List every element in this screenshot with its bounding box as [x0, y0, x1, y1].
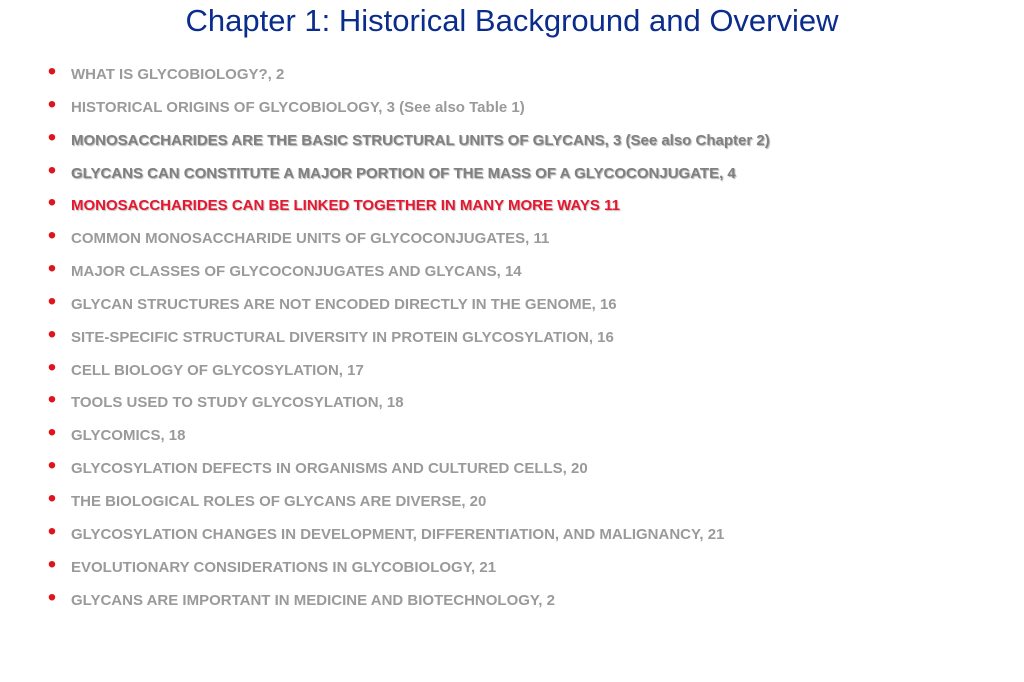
list-item [0, 322, 1024, 355]
list-item [0, 387, 1024, 420]
bullet-dot-icon: • [47, 550, 57, 578]
list-item [0, 552, 1024, 585]
list-item [0, 486, 1024, 519]
list-item [0, 420, 1024, 453]
list-item [0, 59, 1024, 92]
bullet-dot-icon: • [47, 484, 57, 512]
list-item-label: MAJOR CLASSES OF GLYCOCONJUGATES AND GLYCANS, 14 [71, 263, 522, 281]
list-item [0, 158, 1024, 191]
bullet-dot-icon: • [47, 90, 57, 118]
list-item-label: EVOLUTIONARY CONSIDERATIONS IN GLYCOBIOLOGY, 21 [71, 558, 497, 576]
list-item [0, 519, 1024, 552]
list-item-label: COMMON MONOSACCHARIDE UNITS OF GLYCOCONJUGATES, 11 [71, 230, 550, 248]
list-item-highlighted [0, 190, 1024, 223]
list-item-label: GLYCANS ARE IMPORTANT IN MEDICINE AND BIOTECHNOLOGY, 2 [71, 591, 555, 609]
list-item-label: TOOLS USED TO STUDY GLYCOSYLATION, 18 [71, 394, 404, 412]
list-item-label: THE BIOLOGICAL ROLES OF GLYCANS ARE DIVERSE, 20 [71, 492, 487, 510]
bullet-dot-icon: • [47, 320, 57, 348]
bullet-dot-icon: • [47, 287, 57, 315]
list-item-label: GLYCOSYLATION CHANGES IN DEVELOPMENT, DIFFERENTIATION, AND MALIGNANCY, 21 [71, 525, 725, 543]
list-item-label: WHAT IS GLYCOBIOLOGY?, 2 [71, 66, 285, 83]
slide-title: Chapter 1: Historical Background and Overview [185, 3, 839, 38]
list-item [0, 289, 1024, 322]
list-item [0, 92, 1024, 125]
list-item-label: MONOSACCHARIDES ARE THE BASIC STRUCTURAL UNITS OF GLYCANS, 3 (See also Chapter 2) [71, 131, 770, 149]
list-item-label: SITE-SPECIFIC STRUCTURAL DIVERSITY IN PROTEIN GLYCOSYLATION, 16 [71, 328, 614, 346]
list-item-label: MONOSACCHARIDES CAN BE LINKED TOGETHER IN MANY MORE WAYS 11 [71, 197, 620, 215]
list-item-label: CELL BIOLOGY OF GLYCOSYLATION, 17 [71, 361, 364, 379]
bullet-dot-icon: • [47, 583, 57, 611]
list-item [0, 355, 1024, 388]
topic-list [0, 59, 1024, 617]
list-item-label: GLYCOMICS, 18 [71, 427, 186, 445]
list-item [0, 256, 1024, 289]
bullet-dot-icon: • [47, 189, 57, 217]
list-item [0, 223, 1024, 256]
bullet-dot-icon: • [47, 222, 57, 250]
bullet-dot-icon: • [47, 419, 57, 447]
bullet-dot-icon: • [47, 255, 57, 283]
list-item-label: GLYCANS CAN CONSTITUTE A MAJOR PORTION OF THE MASS OF A GLYCOCONJUGATE, 4 [71, 164, 736, 182]
bullet-dot-icon: • [47, 517, 57, 545]
bullet-dot-icon: • [47, 156, 57, 184]
bullet-dot-icon: • [47, 123, 57, 151]
list-item [0, 125, 1024, 158]
list-item [0, 585, 1024, 618]
list-item-label: GLYCOSYLATION DEFECTS IN ORGANISMS AND CULTURED CELLS, 20 [71, 460, 588, 478]
bullet-dot-icon: • [47, 353, 57, 381]
list-item-label: GLYCAN STRUCTURES ARE NOT ENCODED DIRECTLY IN THE GENOME, 16 [71, 295, 617, 313]
bullet-dot-icon: • [47, 386, 57, 414]
bullet-dot-icon: • [47, 58, 57, 85]
list-item [0, 453, 1024, 486]
list-item-label: HISTORICAL ORIGINS OF GLYCOBIOLOGY, 3 (See also Table 1) [71, 98, 525, 116]
bullet-dot-icon: • [47, 452, 57, 480]
